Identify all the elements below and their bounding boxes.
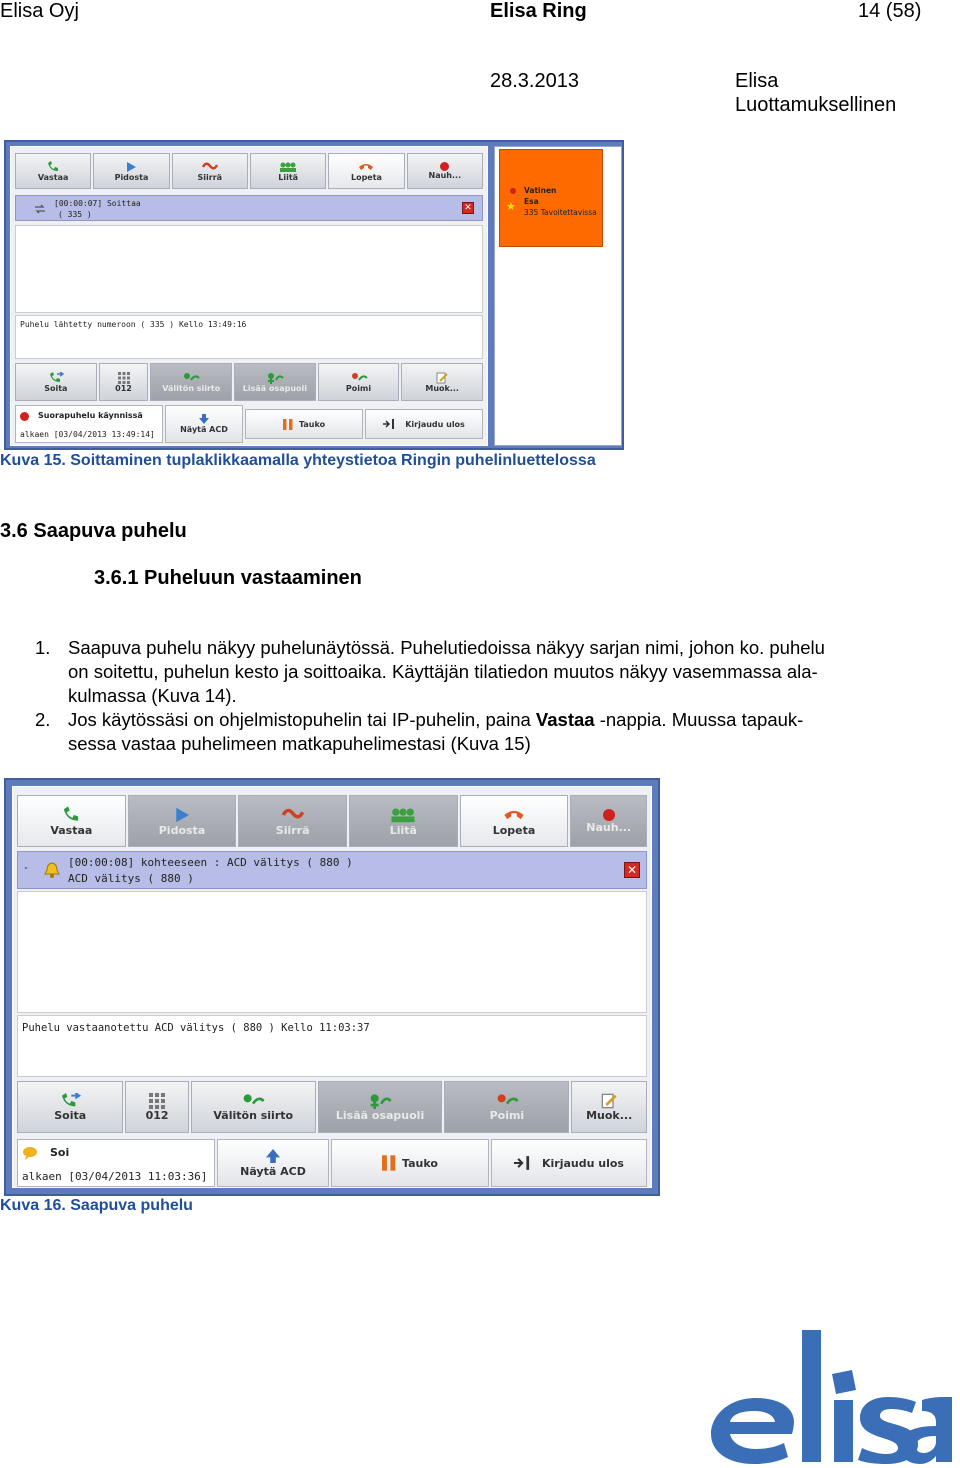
direct-transfer-button[interactable]: Välitön siirto xyxy=(150,363,232,401)
edit-note-icon xyxy=(436,372,448,384)
action-toolbar-large xyxy=(17,1081,647,1133)
company-name: Elisa Oyj xyxy=(0,0,79,22)
speech-bubble-icon xyxy=(22,1146,38,1160)
list-item-2-line2: sessa vastaa puhelimeen matkapuhelimestasi (Kuva 15) xyxy=(68,733,531,754)
direct-transfer-button-large[interactable]: Välitön siirto xyxy=(191,1081,316,1133)
close-call-icon[interactable]: ✕ xyxy=(624,862,640,878)
list-item-1-number: 1. xyxy=(35,637,51,658)
record-button[interactable]: Nauh... xyxy=(407,153,483,189)
phone-panel xyxy=(10,146,488,446)
phone-panel-large xyxy=(12,786,652,1188)
section-heading: 3.6 Saapuva puhelu xyxy=(0,520,187,542)
call-area xyxy=(15,225,483,313)
group-icon xyxy=(279,161,297,173)
pause-icon xyxy=(283,419,293,430)
user-status-since: alkaen [03/04/2013 11:03:36] xyxy=(22,1170,208,1183)
call-button[interactable]: Soita xyxy=(15,363,97,401)
arrow-down-icon xyxy=(199,414,209,424)
group-icon xyxy=(390,806,416,824)
answer-button[interactable]: Vastaa xyxy=(15,153,91,189)
add-participant-button[interactable]: Lisää osapuoli xyxy=(234,363,316,401)
figure16-caption: Kuva 16. Saapuva puhelu xyxy=(0,1197,193,1214)
transfer-icon xyxy=(282,806,304,824)
status-bubble-icon xyxy=(20,412,29,421)
edit-button-large[interactable]: Muok... xyxy=(571,1081,647,1133)
edit-note-icon xyxy=(601,1093,617,1109)
action-toolbar xyxy=(15,363,483,401)
call-info-line2: ACD välitys ( 880 ) xyxy=(68,872,194,885)
direct-transfer-icon xyxy=(240,1093,266,1109)
show-acd-button-large[interactable]: Näytä ACD xyxy=(217,1139,329,1187)
incoming-call-row[interactable] xyxy=(17,851,647,889)
pause-icon xyxy=(382,1155,396,1171)
edit-button[interactable]: Muok... xyxy=(401,363,483,401)
logout-button-large[interactable]: Kirjaudu ulos xyxy=(491,1139,647,1187)
contact-number: 335 Tavoitettavissa xyxy=(524,208,597,217)
contact-card[interactable] xyxy=(499,149,603,247)
arrow-up-icon xyxy=(266,1149,280,1163)
transfer-button[interactable]: Siirrä xyxy=(172,153,248,189)
contact-firstname: Esa xyxy=(524,197,539,206)
bell-icon xyxy=(44,862,60,878)
dialpad-button[interactable]: 012 xyxy=(99,363,149,401)
user-status-box-large[interactable] xyxy=(17,1139,215,1187)
call-info-line2: ( 335 ) xyxy=(58,210,92,219)
call-button-large[interactable]: Soita xyxy=(17,1081,123,1133)
call-area-large xyxy=(17,891,647,1013)
user-status-since: alkaen [03/04/2013 13:49:14] xyxy=(20,430,155,439)
call-log-line-large: Puhelu vastaanotettu ACD välitys ( 880 ) Kello 11:03:37 xyxy=(17,1015,647,1077)
logout-button[interactable]: Kirjaudu ulos xyxy=(365,409,483,439)
phone-icon xyxy=(46,161,60,173)
user-status-title: Soi xyxy=(50,1146,70,1159)
transfer-button-large[interactable]: Siirrä xyxy=(238,795,347,847)
logout-icon xyxy=(514,1156,536,1170)
presence-icon xyxy=(510,188,516,194)
add-participant-icon xyxy=(266,372,284,384)
call-out-icon xyxy=(59,1093,81,1109)
play-icon xyxy=(172,806,192,824)
list-item-2-number: 2. xyxy=(35,709,51,730)
figure15-caption: Kuva 15. Soittaminen tuplaklikkaamalla yhteystietoa Ringin puhelinluettelossa xyxy=(0,452,596,469)
contact-pane xyxy=(494,146,622,446)
show-acd-button[interactable]: Näytä ACD xyxy=(165,405,243,443)
pickup-button-large[interactable]: Poimi xyxy=(444,1081,569,1133)
pickup-icon xyxy=(494,1093,520,1109)
hangup-button-large[interactable]: Lopeta xyxy=(460,795,569,847)
contact-lastname: Vatinen xyxy=(524,186,557,195)
call-out-icon xyxy=(48,372,64,384)
add-participant-icon xyxy=(367,1093,393,1109)
logout-icon xyxy=(383,419,399,429)
call-toolbar-large xyxy=(17,795,647,847)
active-call-row[interactable] xyxy=(15,195,483,221)
elisa-logo xyxy=(706,1330,958,1464)
hold-button-large[interactable]: Pidosta xyxy=(128,795,237,847)
user-status-title: Suorapuhelu käynnissä xyxy=(38,411,143,420)
call-toolbar xyxy=(15,153,483,189)
document-title: Elisa Ring xyxy=(490,0,587,22)
dialpad-icon xyxy=(149,1093,165,1109)
call-info-line1: [00:00:08] kohteeseen : ACD välitys ( 880 ) xyxy=(68,856,353,869)
pickup-button[interactable]: Poimi xyxy=(318,363,400,401)
dialpad-button-large[interactable]: 012 xyxy=(125,1081,188,1133)
transfer-icon xyxy=(202,161,218,173)
document-classification: Luottamuksellinen xyxy=(735,94,897,116)
hangup-button[interactable]: Lopeta xyxy=(328,153,404,189)
add-participant-button-large[interactable]: Lisää osapuoli xyxy=(318,1081,443,1133)
join-button-large[interactable]: Liitä xyxy=(349,795,458,847)
document-date: 28.3.2013 xyxy=(490,70,579,92)
figure16-screenshot xyxy=(4,778,660,1196)
record-icon xyxy=(603,809,615,821)
expand-arrow-icon: ▸ xyxy=(24,863,29,872)
user-status-box[interactable] xyxy=(15,405,163,443)
answer-button-large[interactable]: Vastaa xyxy=(17,795,126,847)
list-item-1-line2: on soitettu, puhelun kesto ja soittoaika. Käyttäjän tilatiedon muutos näkyy vasemmassa ala- xyxy=(68,661,818,682)
call-info-line1: [00:00:07] Soittaa xyxy=(54,199,141,208)
list-item-1-line3: kulmassa (Kuva 14). xyxy=(68,685,237,706)
page-number: 14 (58) xyxy=(858,0,922,22)
pause-button[interactable]: Tauko xyxy=(245,409,363,439)
pickup-icon xyxy=(350,372,368,384)
list-item-1-line1: Saapuva puhelu näkyy puhelunäytössä. Puhelutiedoissa näkyy sarjan nimi, johon ko. puhelu xyxy=(68,637,825,658)
list-item-2-line1: Jos käytössäsi on ohjelmistopuhelin tai IP-puhelin, paina Vastaa -nappia. Muussa tapauk- xyxy=(68,709,804,730)
phone-icon xyxy=(61,806,81,824)
hangup-icon xyxy=(503,806,525,824)
figure15-screenshot xyxy=(4,140,624,450)
join-button[interactable]: Liitä xyxy=(250,153,326,189)
pause-button-large[interactable]: Tauko xyxy=(331,1139,489,1187)
dialpad-icon xyxy=(118,372,130,384)
document-owner: Elisa xyxy=(735,70,779,92)
direct-transfer-icon xyxy=(182,372,200,384)
call-log-line: Puhelu lähtetty numeroon ( 335 ) Kello 13:49:16 xyxy=(15,315,483,359)
hangup-icon xyxy=(358,161,374,173)
hold-button[interactable]: Pidosta xyxy=(93,153,169,189)
transfer-arrows-icon xyxy=(34,203,46,215)
subsection-heading: 3.6.1 Puheluun vastaaminen xyxy=(94,567,362,589)
record-button-large[interactable]: Nauh... xyxy=(570,795,647,847)
favorite-star-icon: ★ xyxy=(506,200,516,213)
record-icon xyxy=(440,162,449,171)
play-icon xyxy=(124,161,138,173)
close-call-icon[interactable]: ✕ xyxy=(462,202,474,214)
